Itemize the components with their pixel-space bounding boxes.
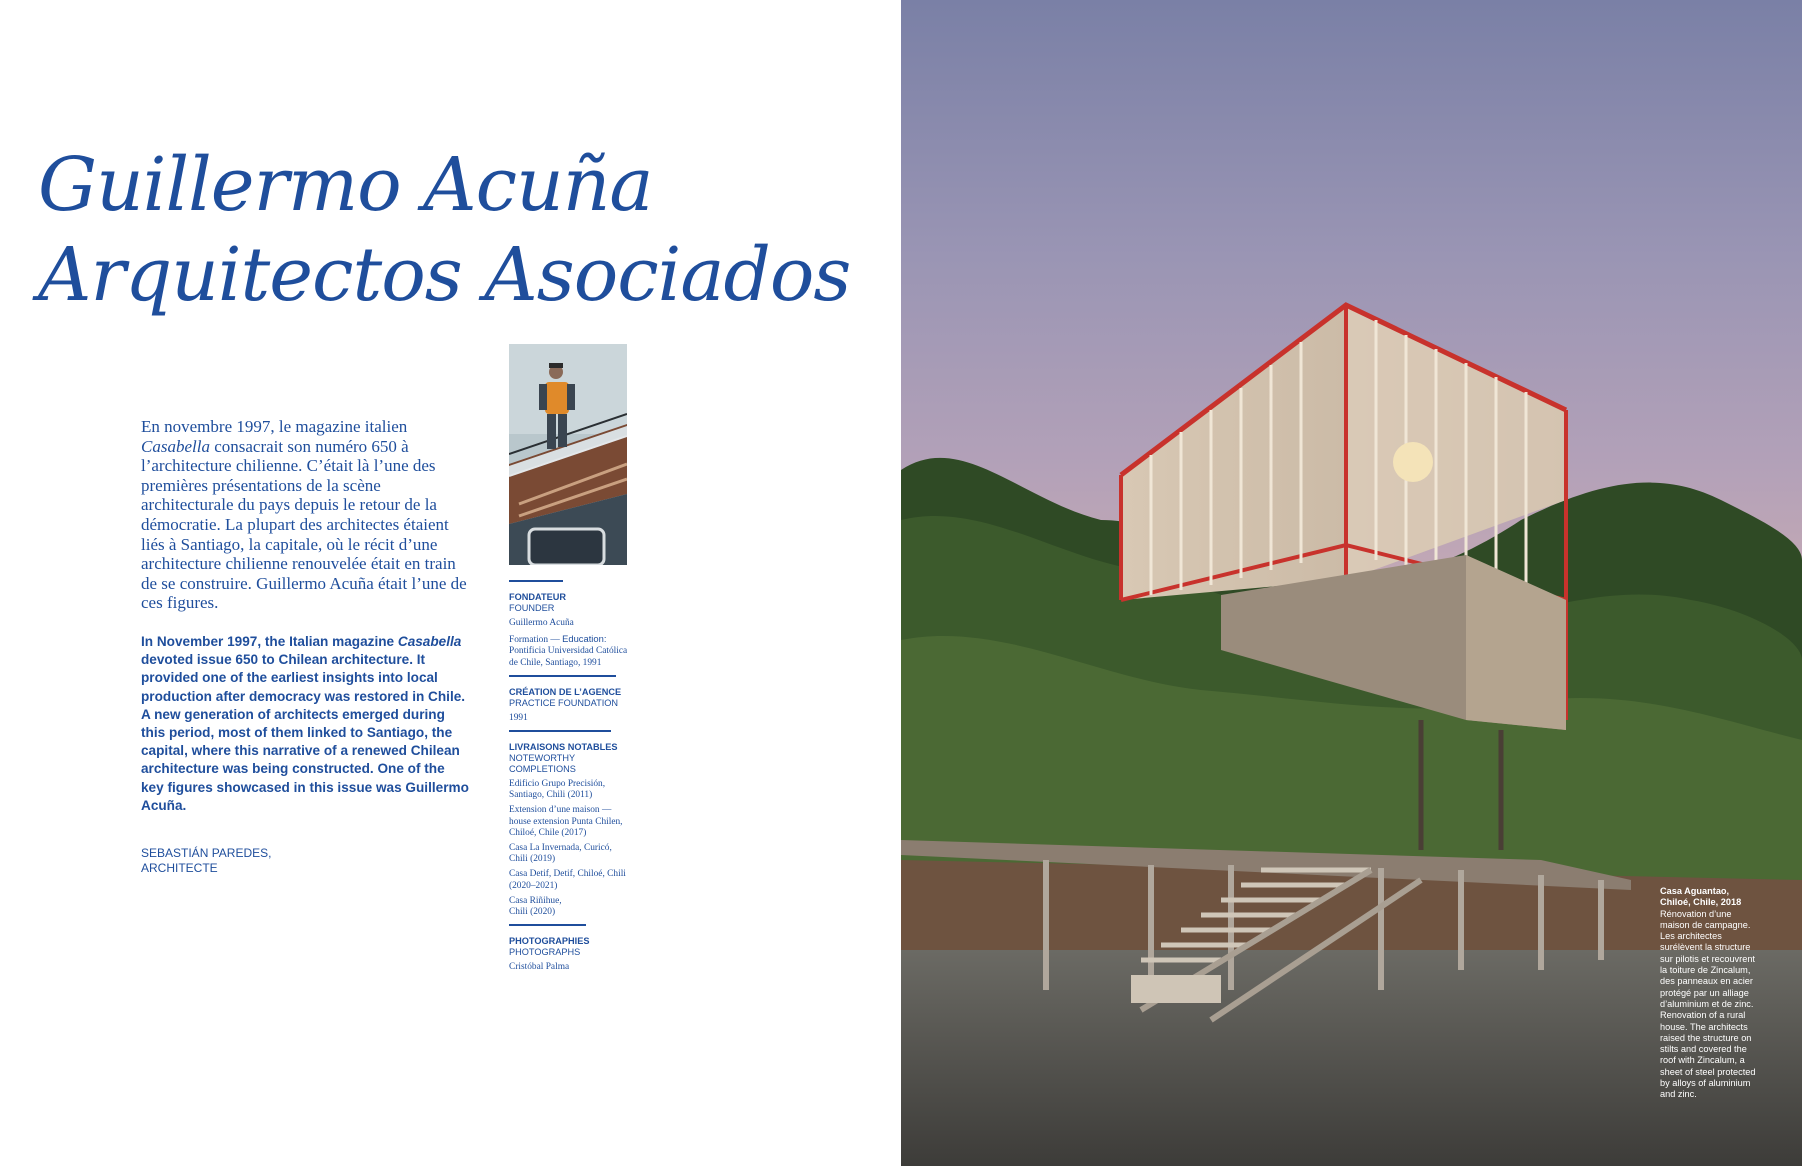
founder-education [509, 633, 629, 669]
founder-subheading: FOUNDER [509, 603, 555, 613]
intro-fr-text-2: consacrait son numéro 650 à l’architecture chilienne. C’était là l’une des premières présentations de la scène architecturale du pays depuis le retour de la démocratie. La plupart des architectes étaient liés à Santiago, la capitale, où le récit d’une architecture chilienne renouvelée était en train de se construire. Guillermo Acuña était l’une de ces figures. [141, 436, 467, 613]
title-line-1: Guillermo Acuña [38, 142, 653, 228]
completions-section [509, 730, 629, 918]
author-role: ARCHITECTE [141, 861, 218, 875]
caption-title: Casa Aguantao, Chiloé, Chile, 2018 [1660, 886, 1742, 908]
completion-item: Casa La Invernada, Curicó, Chili (2019) [509, 843, 612, 865]
intro-english-paragraph [141, 633, 471, 815]
founder-heading: FONDATEUR [509, 592, 566, 602]
photographer-name: Cristóbal Palma [509, 962, 570, 973]
completion-item: Edificio Grupo Precisión, Santiago, Chili (2011) [509, 779, 606, 801]
divider [509, 924, 586, 926]
founder-name: Guillermo Acuña [509, 618, 574, 628]
intro-english [141, 633, 471, 815]
divider [509, 675, 616, 677]
foundation-section [509, 675, 629, 724]
intro-en-text-2: devoted issue 650 to Chilean architecture. It provided one of the earliest insights into local production after democracy was restored in Chile. A new generation of architects emerged during this period, most of them linked to Santiago, the capital, where this narrative of a renewed Chilean architecture was being constructed. One of the key figures showcased in this issue was Guillermo Acuña. [141, 652, 469, 813]
completions-heading: LIVRAISONS NOTABLES [509, 742, 618, 753]
left-page [0, 0, 900, 1166]
intro-fr-text-1: En novembre 1997, le magazine italien [141, 417, 408, 436]
caption-french: Rénovation d’une maison de campagne. Les architectes surélèvent la structure sur pilotis et recouvrent la toiture de Zincalum, des panneaux en acier protégé par un alliage d’aluminium et de zinc. [1660, 908, 1755, 1009]
intro-french [141, 417, 471, 613]
photographs-section [509, 924, 629, 973]
portrait-illustration [509, 344, 627, 565]
foundation-heading: CRÉATION DE L’AGENCE [509, 686, 622, 697]
foundation-subheading: PRACTICE FOUNDATION [509, 697, 619, 708]
completion-item: Casa Detif, Detif, Chiloé, Chili (2020–2021) [509, 869, 626, 891]
architect-portrait-photo [509, 344, 627, 565]
intro-en-text-1: In November 1997, the Italian magazine [141, 634, 398, 649]
intro-en-magazine: Casabella [397, 634, 462, 649]
divider [509, 730, 611, 732]
photographs-heading: PHOTOGRAPHIES [509, 936, 590, 947]
completions-subheading: NOTEWORTHY COMPLETIONS [509, 753, 576, 775]
photographs-subheading: PHOTOGRAPHS [509, 947, 581, 958]
caption-english: Renovation of a rural house. The architects raised the structure on stilts and covered the roof with Zincalum, a sheet of steel protected by alloys of aluminium and zinc. [1660, 1010, 1756, 1100]
education-label-en: Education: [562, 633, 607, 645]
education-value: Pontificia Universidad Católica de Chile, Santiago, 1991 [509, 646, 628, 668]
completion-item: Extension d’une maison — house extension Punta Chilen, Chiloé, Chile (2017) [509, 805, 623, 838]
title-line-2: Arquitectos Asociados [38, 232, 851, 318]
fact-sidebar [509, 580, 629, 977]
completion-item: Casa Riñihue, Chili (2020) [509, 895, 562, 918]
author-credit [141, 846, 271, 876]
intro-fr-magazine: Casabella [141, 436, 210, 456]
author-name: SEBASTIÁN PAREDES, [141, 846, 272, 860]
divider [509, 580, 563, 582]
education-label: Formation — [509, 635, 563, 646]
foundation-year: 1991 [509, 712, 528, 723]
intro-french-paragraph [141, 417, 471, 613]
photo-caption [1660, 886, 1760, 1101]
article-title [38, 140, 850, 320]
founder-section [509, 580, 629, 669]
